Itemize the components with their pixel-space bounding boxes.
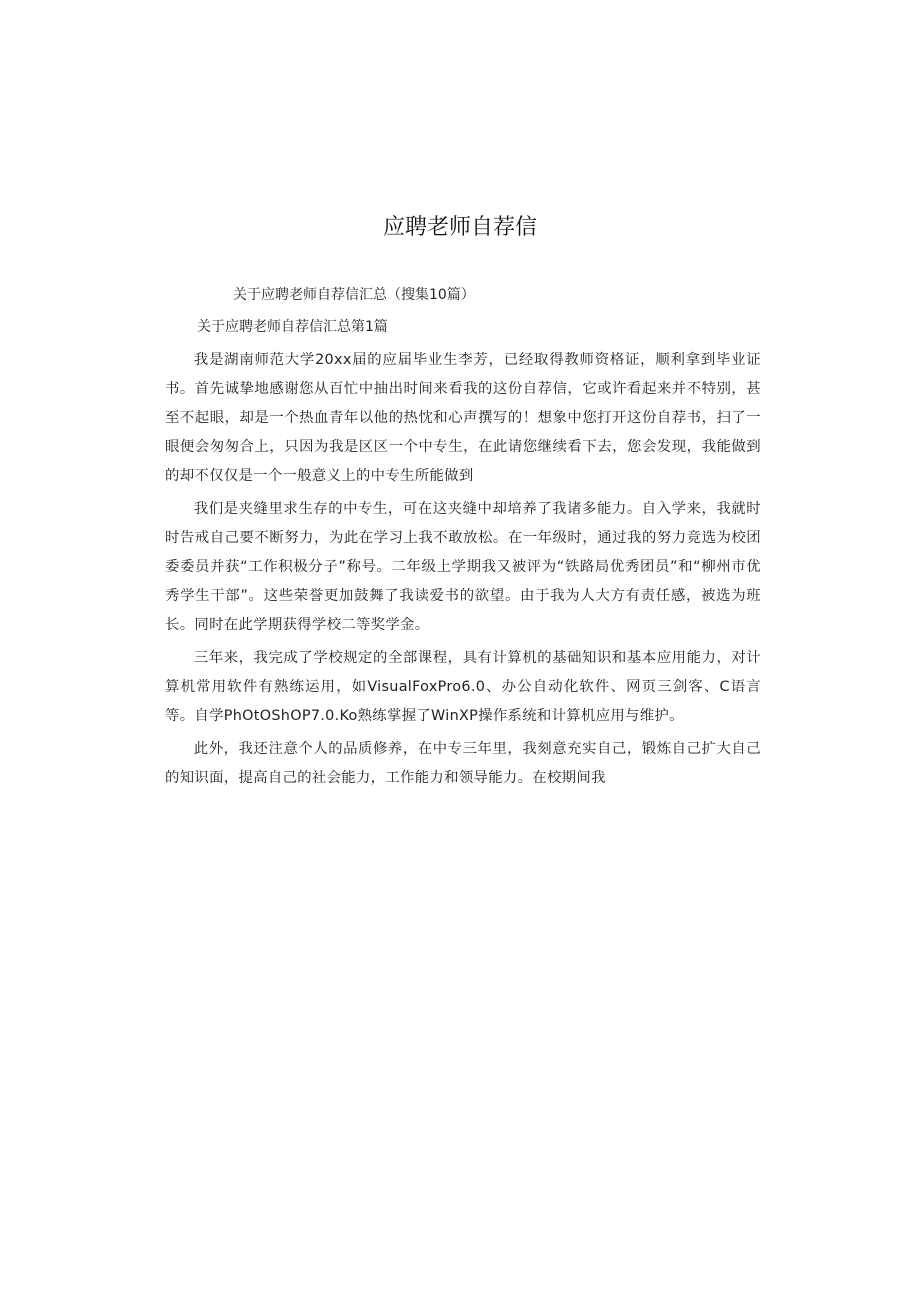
letter-body	[165, 346, 761, 797]
page-title: 应聘老师自荐信	[382, 215, 537, 240]
paragraph-1: 我是湖南师范大学20xx届的应届毕业生李芳，已经取得教师资格证，顺利拿到毕业证书。首先诚挚地感谢您从百忙中抽出时间来看我的这份自荐信，它或许看起来并不特别，甚至不起眼，却是一个热血青年以他的热忱和心声撰写的！想象中您打开这份自荐书，扫了一眼便会匆匆合上，只因为我是区区一个中专生，在此请您继续看下去，您会发现，我能做到的却不仅仅是一个一般意义上的中专生所能做到	[165, 352, 761, 484]
paragraph-3: 三年来，我完成了学校规定的全部课程，具有计算机的基础知识和基本应用能力，对计算机常用软件有熟练运用，如VisualFoxPro6.0、办公自动化软件、网页三剑客、C语言等。自学PhOtOShOP7.0.Ko熟练掌握了WinXP操作系统和计算机应用与维护。	[165, 650, 761, 724]
paragraph-4: 此外，我还注意个人的品质修养，在中专三年里，我刻意充实自己，锻炼自己扩大自己的知识面，提高自己的社会能力，工作能力和领导能力。在校期间我	[165, 741, 761, 786]
document-subtitle: 关于应聘老师自荐信汇总（搜集10篇）	[233, 287, 475, 303]
paragraph-2: 我们是夹缝里求生存的中专生，可在这夹缝中却培养了我诸多能力。自入学来，我就时时告戒自己要不断努力，为此在学习上我不敢放松。在一年级时，通过我的努力竞选为校团委委员并获“工作积极分子”称号。二年级上学期我又被评为“铁路局优秀团员”和“柳州市优秀学生干部”。这些荣誉更加鼓舞了我读爱书的欲望。由于我为人大方有责任感，被选为班长。同时在此学期获得学校二等奖学金。	[165, 501, 761, 633]
section-heading: 关于应聘老师自荐信汇总第1篇	[197, 319, 388, 335]
